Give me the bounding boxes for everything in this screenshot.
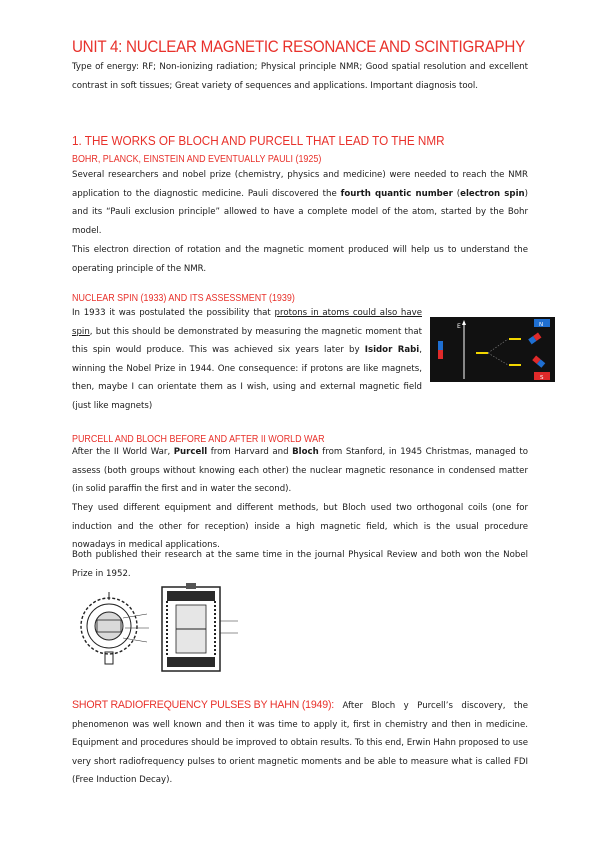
bloch-apparatus-sketch [158,583,244,675]
purcell-bloch-paragraph: After the II World War, Purcell from Harvard and Bloch from Stanford, in 1945 Christmas, managed to assess (both groups without knowing each other) the nuclear magnetic resonance in condensed matter (in solid paraffin the first and in water the second). [72,447,529,495]
orthogonal-coils-paragraph: They used different equipment and different methods, but Bloch used two orthogonal coils (one for induction and the other for reception) inside a high magnetic field, which is the usual procedure nowadays in medical applications. [72,503,528,551]
subsection-heading-nuclear-spin: NUCLEAR SPIN (1933) AND ITS ASSESSMENT (1939) [72,293,295,304]
energy-axis-label: E [457,323,461,330]
nuclear-spin-paragraph: In 1933 it was postulated the possibility that protons in atoms could also have spin, but this should be demonstrated by measuring the magnetic moment that this spin would produce. This was achieved six years later by Isidor Rabi, winning the Nobel Prize in 1944. One consequence: if protons are like magnets, then, maybe I can orientate them as I wish, using and external magnetic field (just like magnets) [72,308,422,411]
magnet-south-icon [438,350,443,359]
bold-term: Isidor Rabi [364,345,420,356]
energy-splitting-figure [430,317,555,382]
subsection-heading-purcell-bloch: PURCELL AND BLOCH BEFORE AND AFTER II WORLD WAR [72,434,325,445]
intro-paragraph: Type of energy: RF; Non-ionizing radiation; Physical principle NMR; Good spatial resolution and excellent contrast in soft tissues; Great variety of sequences and applications. Important diagnosis tool. [72,62,528,91]
pauli-paragraph: Several researchers and nobel prize (chemistry, physics and medicine) were needed to reach the NMR application to the diagnostic medicine. Pauli discovered the fourth quantic number (electron spin) and its “Pauli exclusion principle” allowed to have a complete model of the atom, started by the Bohr model. [72,170,529,236]
electron-spin-paragraph: This electron direction of rotation and the magnetic moment produced will help us to understand the operating principle of the NMR. [72,245,528,274]
south-label: S [540,375,544,381]
bold-term: fourth quantic number [340,188,453,199]
subsection-heading-pauli: BOHR, PLANCK, EINSTEIN AND EVENTUALLY PAULI (1925) [72,154,322,165]
underlined-phrase: protons in atoms could also have spin [72,308,422,337]
north-label: N [539,322,544,328]
section-heading: 1. THE WORKS OF BLOCH AND PURCELL THAT LEAD TO THE NMR [72,133,445,148]
bold-term: Bloch [292,447,319,457]
magnet-north-icon [438,341,443,350]
bold-term: Purcell [173,447,208,457]
hahn-paragraph: SHORT RADIOFREQUENCY PULSES BY HAHN (1949): After Bloch y Purcell’s discovery, the phenomenon was well known and then it was time to apply it, first in chemistry and then in medicine. Equipment and procedures should be improved to obtain results. To this end, Erwin Hahn proposed to use very short radiofrequency pulses to orient magnetic moments and be able to measure what is called FDI (Free Induction Decay). [72,696,528,790]
purcell-apparatus-sketch [75,588,155,668]
bold-term: electron spin [460,188,525,199]
page-title: UNIT 4: NUCLEAR MAGNETIC RESONANCE AND SCINTIGRAPHY [72,38,525,56]
subsection-heading-hahn: SHORT RADIOFREQUENCY PULSES BY HAHN (1949): [72,699,335,711]
nobel-paragraph: Both published their research at the same time in the journal Physical Review and both won the Nobel Prize in 1952. [72,550,528,579]
